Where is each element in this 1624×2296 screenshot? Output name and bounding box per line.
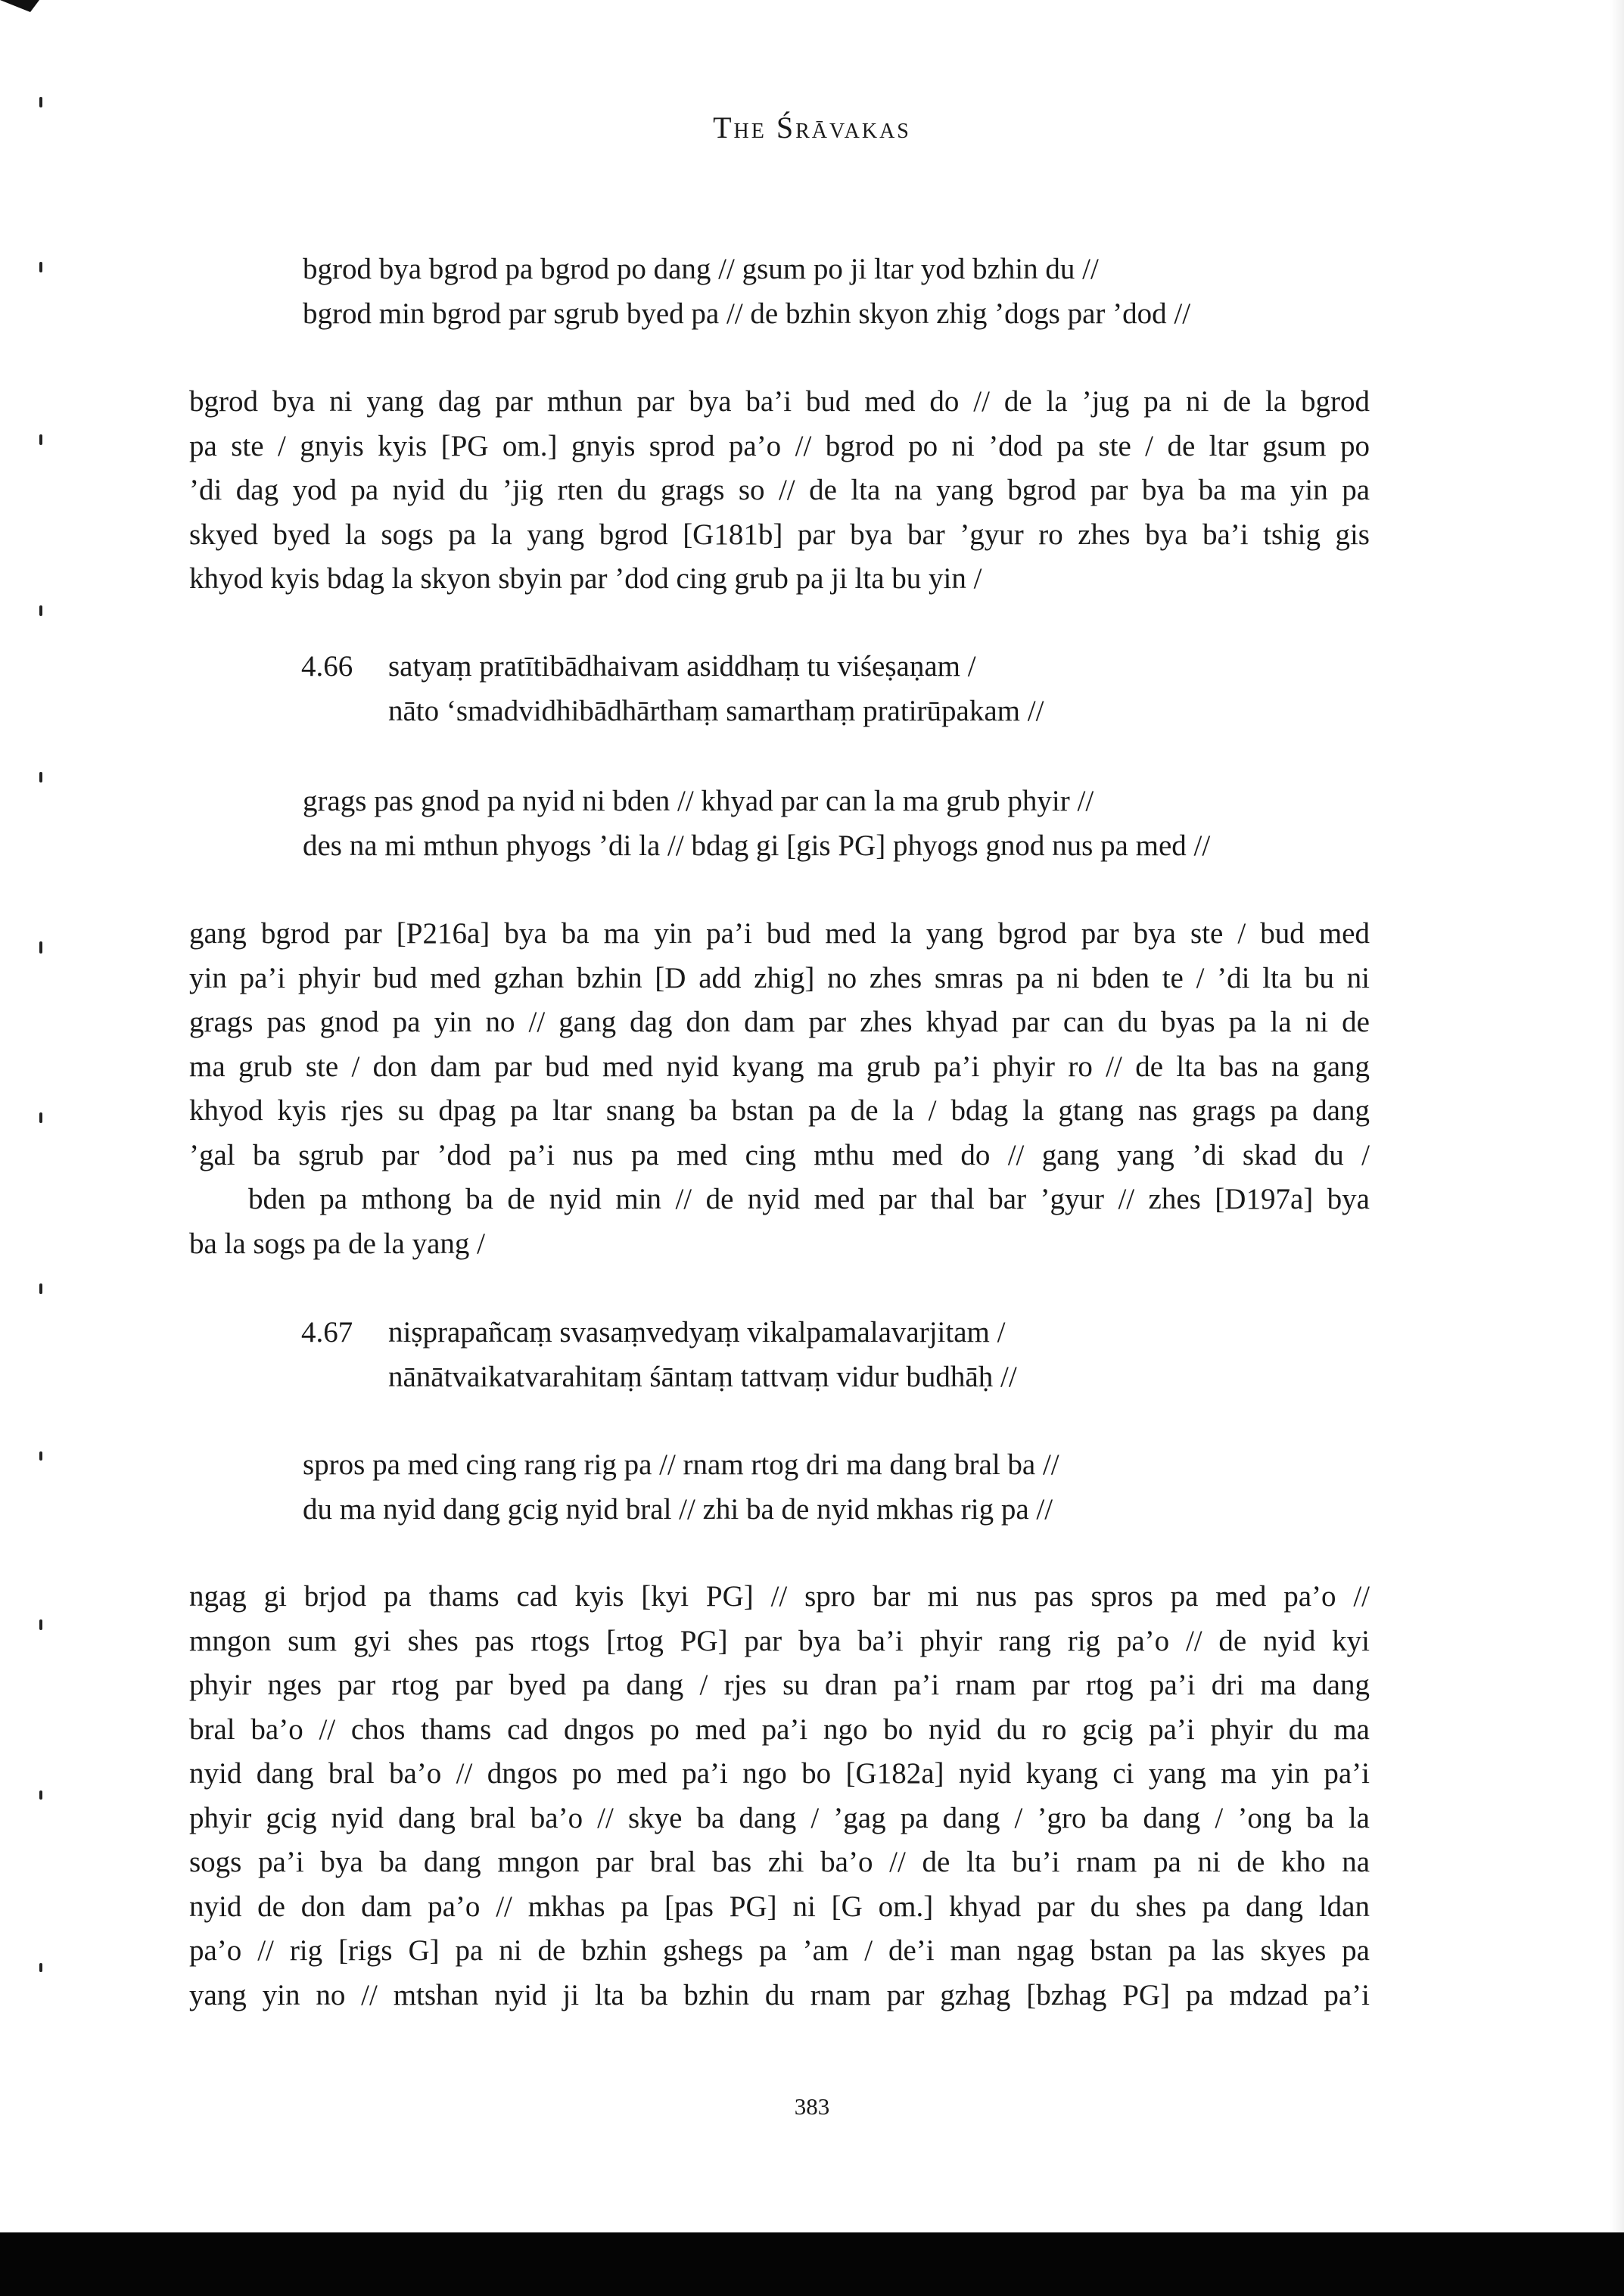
sanskrit-line: nānātvaikatvarahitaṃ śāntaṃ tattvaṃ vidur budhāḥ // bbox=[388, 1360, 1017, 1393]
paragraph-line: ’di dag yod pa nyid du ’jig rten du grags so // de lta na yang bgrod par bya ba ma yin pa bbox=[189, 474, 1370, 506]
paragraph-line: ngag gi brjod pa thams cad kyis [kyi PG] // spro bar mi nus pas spros pa med pa’o // bbox=[189, 1580, 1370, 1613]
verse-number: 4.67 bbox=[301, 1316, 353, 1349]
scan-bottom-band bbox=[0, 2232, 1624, 2296]
paragraph-line: ma grub ste / don dam par bud med nyid kyang ma grub pa’i phyir ro // de lta bas na gang bbox=[189, 1050, 1370, 1083]
margin-speck bbox=[39, 941, 42, 954]
verse-line: bgrod bya bgrod pa bgrod po dang // gsum po ji ltar yod bzhin du // bbox=[303, 253, 1099, 285]
verse-line: grags pas gnod pa nyid ni bden // khyad par can la ma grub phyir // bbox=[303, 785, 1094, 817]
tibetan-verse-3 bbox=[303, 1443, 1362, 1532]
paragraph-line: nyid de don dam pa’o // mkhas pa [pas PG] ni [G om.] khyad par du shes pa dang ldan bbox=[189, 1890, 1370, 1923]
commentary-paragraph-3 bbox=[189, 1575, 1370, 2018]
margin-speck bbox=[39, 1790, 42, 1800]
paragraph-line: skyed byed la sogs pa la yang bgrod [G181b] par bya bar ’gyur ro zhes bya ba’i tshig gis bbox=[189, 518, 1370, 551]
paragraph-line: phyir nges par rtog par byed pa dang / rjes su dran pa’i rnam par rtog pa’i dri ma dang bbox=[189, 1669, 1370, 1701]
verse-line: spros pa med cing rang rig pa // rnam rtog dri ma dang bral ba // bbox=[303, 1448, 1059, 1481]
page-edge-shadow bbox=[1610, 0, 1624, 2296]
tibetan-verse-1 bbox=[303, 247, 1362, 336]
margin-speck bbox=[39, 772, 42, 782]
margin-speck bbox=[39, 97, 42, 107]
paragraph-line: yang yin no // mtshan nyid ji lta ba bzhin du rnam par gzhag [bzhag PG] pa mdzad pa’i bbox=[189, 1978, 1370, 2011]
margin-speck bbox=[39, 1112, 42, 1123]
paragraph-line: mngon sum gyi shes pas rtogs [rtog PG] par bya ba’i phyir rang rig pa’o // de nyid kyi bbox=[189, 1624, 1370, 1657]
margin-speck bbox=[39, 1619, 42, 1630]
sanskrit-verse-4-66 bbox=[301, 645, 1376, 733]
tibetan-verse-2 bbox=[303, 779, 1362, 868]
paragraph-line: yin pa’i phyir bud med gzhan bzhin [D add zhig] no zhes smras pa ni bden te / ’di lta bu ni bbox=[189, 961, 1370, 994]
margin-speck bbox=[39, 605, 42, 616]
margin-speck bbox=[39, 262, 42, 272]
margin-speck bbox=[39, 1451, 42, 1461]
verse-line: des na mi mthun phyogs ’di la // bdag gi [gis PG] phyogs gnod nus pa med // bbox=[303, 829, 1211, 862]
scan-corner-mark bbox=[0, 0, 39, 12]
verse-line: du ma nyid dang gcig nyid bral // zhi ba de nyid mkhas rig pa // bbox=[303, 1492, 1053, 1526]
paragraph-line: khyod kyis rjes su dpag pa ltar snang ba bstan pa de la / bdag la gtang nas grags pa dang bbox=[189, 1094, 1370, 1127]
sanskrit-line: nāto ‘smadvidhibādhārthaṃ samarthaṃ pratirūpakam // bbox=[388, 694, 1044, 727]
sanskrit-verse-4-67 bbox=[301, 1311, 1376, 1399]
verse-line: bgrod min bgrod par sgrub byed pa // de bzhin skyon zhig ’dogs par ’dod // bbox=[303, 297, 1191, 330]
sanskrit-line: satyaṃ pratītibādhaivam asiddhaṃ tu viśeṣaṇam / bbox=[388, 650, 976, 683]
paragraph-line: pa ste / gnyis kyis [PG om.] gnyis sprod pa’o // bgrod po ni ’dod pa ste / de ltar gsum po bbox=[189, 429, 1370, 462]
commentary-paragraph-2 bbox=[189, 912, 1370, 1266]
paragraph-line: ’gal ba sgrub par ’dod pa’i nus pa med cing mthu med do // gang yang ’di skad du / bbox=[189, 1138, 1370, 1171]
margin-speck bbox=[39, 1963, 42, 1972]
paragraph-line: bral ba’o // chos thams cad dngos po med pa’i ngo bo nyid du ro gcig pa’i phyir du ma bbox=[189, 1713, 1370, 1746]
paragraph-line: grags pas gnod pa yin no // gang dag don dam par zhes khyad par can du byas pa la ni de bbox=[189, 1006, 1370, 1038]
margin-speck bbox=[39, 1283, 42, 1294]
verse-number: 4.66 bbox=[301, 650, 353, 683]
paragraph-line: bgrod bya ni yang dag par mthun par bya ba’i bud med do // de la ’jug pa ni de la bgrod bbox=[189, 385, 1370, 418]
paragraph-line: sogs pa’i bya ba dang mngon par bral bas zhi ba’o // de lta bu’i rnam pa ni de kho na bbox=[189, 1846, 1370, 1878]
commentary-paragraph-1 bbox=[189, 380, 1370, 602]
paragraph-line: gang bgrod par [P216a] bya ba ma yin pa’i bud med la yang bgrod par bya ste / bud med bbox=[189, 917, 1370, 950]
paragraph-line: nyid dang bral ba’o // dngos po med pa’i ngo bo [G182a] nyid kyang ci yang ma yin pa’i bbox=[189, 1757, 1370, 1790]
running-head: The Śrāvakas bbox=[713, 110, 911, 145]
paragraph-line: phyir gcig nyid dang bral ba’o // skye ba dang / ’gag pa dang / ’gro ba dang / ’ong ba la bbox=[189, 1801, 1370, 1834]
sanskrit-line: niṣprapañcaṃ svasaṃvedyaṃ vikalpamalavarjitam / bbox=[388, 1316, 1006, 1349]
paragraph-line: bden pa mthong ba de nyid min // de nyid med par thal bar ’gyur // zhes [D197a] bya bbox=[248, 1183, 1370, 1215]
paragraph-line: khyod kyis bdag la skyon sbyin par ’dod cing grub pa ji lta bu yin / bbox=[189, 562, 982, 595]
page-number: 383 bbox=[794, 2093, 830, 2120]
paragraph-line: ba la sogs pa de la yang / bbox=[189, 1227, 485, 1260]
paragraph-line: pa’o // rig [rigs G] pa ni de bzhin gshegs pa ’am / de’i man ngag bstan pa las skyes pa bbox=[189, 1934, 1370, 1967]
margin-speck bbox=[39, 434, 42, 445]
